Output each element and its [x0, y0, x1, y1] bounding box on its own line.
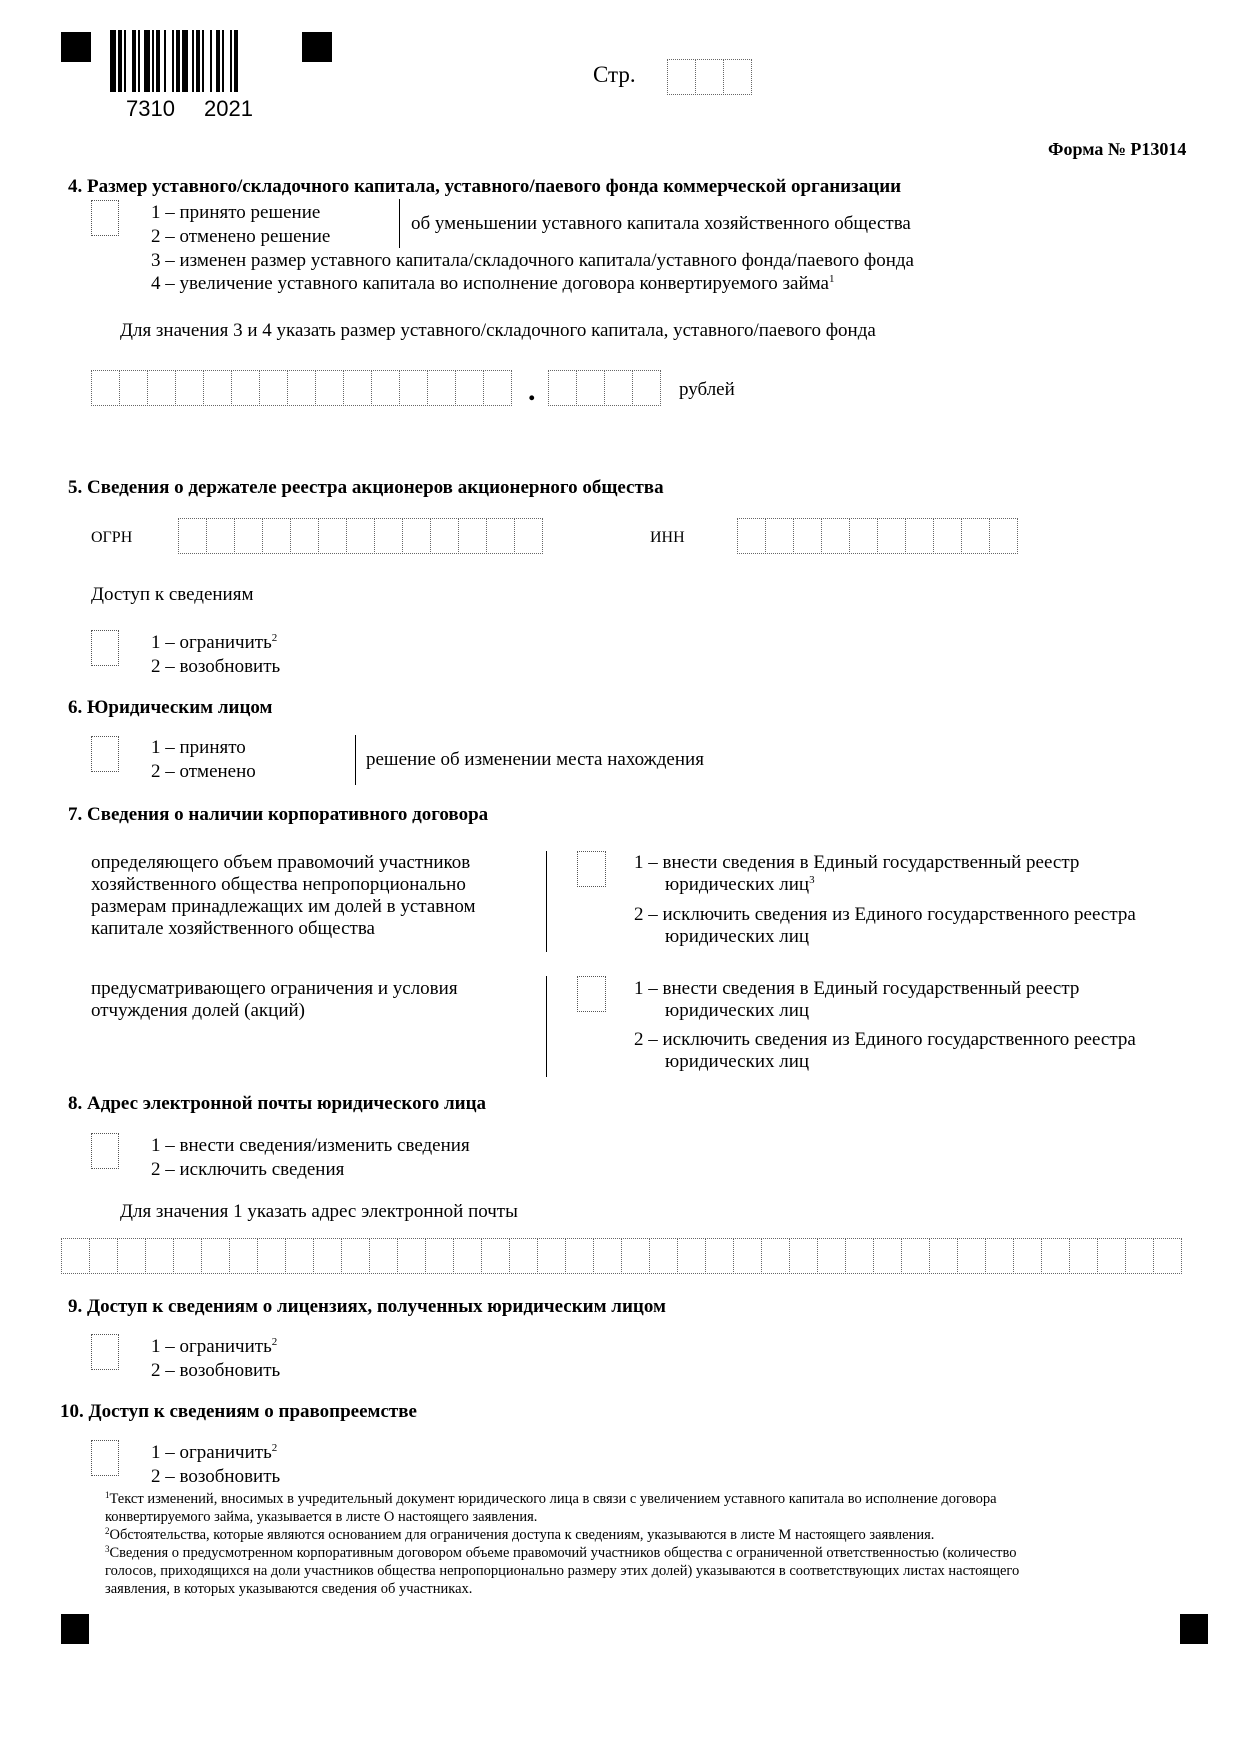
email-cell[interactable]: [1097, 1238, 1126, 1274]
section-7-block-2-choice-box[interactable]: [577, 976, 606, 1012]
email-cell[interactable]: [117, 1238, 146, 1274]
section-9-title: 9. Доступ к сведениям о лицензиях, полученных юридическим лицом: [68, 1296, 666, 1317]
barcode-bar: [222, 30, 224, 92]
barcode: [110, 30, 274, 92]
section-4-choice-box[interactable]: [91, 200, 119, 236]
section-4-title: 4. Размер уставного/складочного капитала, уставного/паевого фонда коммерческой организации: [68, 176, 902, 197]
decimal-point: .: [528, 374, 536, 407]
corner-marker-top-right: [302, 32, 332, 62]
section-4-option-1: 1 – принято решение: [151, 202, 321, 223]
email-cell[interactable]: [845, 1238, 874, 1274]
email-cell[interactable]: [481, 1238, 510, 1274]
email-cell[interactable]: [509, 1238, 538, 1274]
barcode-bar: [110, 30, 116, 92]
section-10-choice-box[interactable]: [91, 1440, 119, 1476]
inn-boxes[interactable]: [737, 518, 1018, 554]
section-4-option-2: 2 – отменено решение: [151, 226, 331, 247]
section-10-title: 10. Доступ к сведениям о правопреемстве: [60, 1401, 417, 1422]
section-7-block-2-option-1: 1 – внести сведения в Единый государственный реестр юридических лиц: [634, 978, 1080, 1021]
email-cell[interactable]: [61, 1238, 90, 1274]
currency-label: рублей: [679, 379, 735, 400]
corner-marker-bottom-right: [1180, 1614, 1208, 1644]
barcode-number-left: 7310: [126, 96, 175, 121]
section-8-note: Для значения 1 указать адрес электронной почты: [120, 1201, 518, 1222]
email-cell[interactable]: [537, 1238, 566, 1274]
barcode-bar: [118, 30, 122, 92]
section-7-title: 7. Сведения о наличии корпоративного договора: [68, 804, 489, 825]
email-cell[interactable]: [705, 1238, 734, 1274]
email-cell[interactable]: [313, 1238, 342, 1274]
email-cell[interactable]: [201, 1238, 230, 1274]
email-cell[interactable]: [677, 1238, 706, 1274]
section-7-block-1-choice-box[interactable]: [577, 851, 606, 887]
section-5-choice-box[interactable]: [91, 630, 119, 666]
section-5-title: 5. Сведения о держателе реестра акционеров акционерного общества: [68, 477, 664, 498]
section-7-block-2-option-2: 2 – исключить сведения из Единого государственного реестра юридических лиц: [634, 1029, 1136, 1072]
section-10-option-1: 1 – ограничить$^2$: [151, 1442, 278, 1463]
section-6-option-1: 1 – принято: [151, 737, 246, 758]
form-number: Форма № Р13014: [1048, 139, 1187, 159]
barcode-bar: [182, 30, 188, 92]
email-cell[interactable]: [593, 1238, 622, 1274]
section-5-option-2: 2 – возобновить: [151, 656, 281, 677]
section-4-option-4: 4 – увеличение уставного капитала во исполнение договора конвертируемого займа$^1$: [151, 273, 835, 294]
email-cell[interactable]: [621, 1238, 650, 1274]
barcode-bar: [164, 30, 166, 92]
email-cell[interactable]: [341, 1238, 370, 1274]
email-cell[interactable]: [425, 1238, 454, 1274]
section-9-option-2: 2 – возобновить: [151, 1360, 281, 1381]
section-4-option-3: 3 – изменен размер уставного капитала/складочного капитала/уставного фонда/паевого фонда: [151, 250, 914, 271]
corner-marker-top-left: [61, 32, 91, 62]
ogrn-label: ОГРН: [91, 529, 133, 546]
barcode-bar: [138, 30, 140, 92]
section-7-block-1-divider: [546, 851, 547, 952]
section-4-bracket: [399, 199, 400, 248]
section-7-block-2-divider: [546, 976, 547, 1077]
barcode-bar: [230, 30, 232, 92]
section-5-option-1: 1 – ограничить$^2$: [151, 632, 278, 653]
barcode-bar: [172, 30, 174, 92]
section-7-block-2-text: предусматривающего ограничения и условия отчуждения долей (акций): [91, 978, 458, 1021]
capital-rubles-boxes[interactable]: [91, 370, 512, 406]
barcode-bar: [152, 30, 154, 92]
barcode-bar: [210, 30, 212, 92]
section-6-bracket-text: решение об изменении места нахождения: [366, 749, 704, 770]
email-cell[interactable]: [985, 1238, 1014, 1274]
access-label: Доступ к сведениям: [91, 584, 254, 605]
barcode-bar: [124, 30, 126, 92]
email-cell[interactable]: [397, 1238, 426, 1274]
section-6-bracket: [355, 735, 356, 785]
email-cell[interactable]: [649, 1238, 678, 1274]
section-4-bracket-text: об уменьшении уставного капитала хозяйственного общества: [411, 213, 911, 234]
section-7-block-1-option-1: 1 – внести сведения в Единый государственный реестр юридических лиц$^3$: [634, 852, 1080, 895]
email-cell[interactable]: [957, 1238, 986, 1274]
section-4-note: Для значения 3 и 4 указать размер уставного/складочного капитала, уставного/паевого фонда: [120, 320, 876, 341]
section-8-choice-box[interactable]: [91, 1133, 119, 1169]
footnote-1: $^1$Текст изменений, вносимых в учредительный документ юридического лица в связи с увеличением уставного капитала во исполнение договора конвертируемого займа, указывается в листе О настоящего заявления.: [105, 1490, 997, 1525]
section-8-option-2: 2 – исключить сведения: [151, 1159, 345, 1180]
email-cell[interactable]: [173, 1238, 202, 1274]
capital-kopecks-boxes[interactable]: [548, 370, 661, 406]
section-10-option-2: 2 – возобновить: [151, 1466, 281, 1487]
email-cell[interactable]: [229, 1238, 258, 1274]
footnote-2: $^2$Обстоятельства, которые являются основанием для ограничения доступа к сведениям, указываются в листе М настоящего заявления.: [105, 1526, 935, 1543]
barcode-bar: [216, 30, 220, 92]
page-label: Стр.: [593, 62, 636, 87]
email-cell[interactable]: [89, 1238, 118, 1274]
email-cell[interactable]: [761, 1238, 790, 1274]
section-9-option-1: 1 – ограничить$^2$: [151, 1336, 278, 1357]
email-cell[interactable]: [257, 1238, 286, 1274]
email-cell[interactable]: [1125, 1238, 1154, 1274]
section-7-block-1-option-2: 2 – исключить сведения из Единого государственного реестра юридических лиц: [634, 904, 1136, 947]
email-cell[interactable]: [1041, 1238, 1070, 1274]
barcode-bar: [156, 30, 160, 92]
footnote-3: $^3$Сведения о предусмотренном корпоративным договором объеме правомочий участников общества с ограниченной ответственностью (количество голосов, приходящихся на доли участников общества непропорционально размеру этих долей) указываются в соответствующих листах настоящего заявления, в которых указываются сведения об участниках.: [105, 1544, 1020, 1597]
barcode-bar: [176, 30, 180, 92]
barcode-bar: [234, 30, 238, 92]
barcode-bar: [196, 30, 200, 92]
section-6-choice-box[interactable]: [91, 736, 119, 772]
barcode-bar: [132, 30, 136, 92]
email-cell[interactable]: [453, 1238, 482, 1274]
email-cell[interactable]: [1153, 1238, 1182, 1274]
email-cell[interactable]: [285, 1238, 314, 1274]
barcode-bar: [202, 30, 204, 92]
email-cell[interactable]: [873, 1238, 902, 1274]
section-8-option-1: 1 – внести сведения/изменить сведения: [151, 1135, 470, 1156]
email-boxes[interactable]: [61, 1238, 1182, 1274]
email-cell[interactable]: [1013, 1238, 1042, 1274]
section-6-title: 6. Юридическим лицом: [68, 697, 273, 718]
barcode-bar: [192, 30, 194, 92]
page-number-boxes[interactable]: [667, 59, 752, 95]
corner-marker-bottom-left: [61, 1614, 89, 1644]
email-cell[interactable]: [733, 1238, 762, 1274]
email-cell[interactable]: [1069, 1238, 1098, 1274]
email-cell[interactable]: [817, 1238, 846, 1274]
email-cell[interactable]: [565, 1238, 594, 1274]
section-7-block-1-text: определяющего объем правомочий участников хозяйственного общества непропорционально размерам принадлежащих им долей в уставном капитале хозяйственного общества: [91, 852, 476, 939]
section-9-choice-box[interactable]: [91, 1334, 119, 1370]
barcode-number-right: 2021: [204, 96, 253, 121]
email-cell[interactable]: [901, 1238, 930, 1274]
section-8-title: 8. Адрес электронной почты юридического лица: [68, 1093, 487, 1114]
inn-label: ИНН: [650, 529, 685, 546]
email-cell[interactable]: [929, 1238, 958, 1274]
ogrn-boxes[interactable]: [178, 518, 543, 554]
email-cell[interactable]: [145, 1238, 174, 1274]
barcode-bar: [144, 30, 150, 92]
email-cell[interactable]: [789, 1238, 818, 1274]
email-cell[interactable]: [369, 1238, 398, 1274]
section-6-option-2: 2 – отменено: [151, 761, 256, 782]
